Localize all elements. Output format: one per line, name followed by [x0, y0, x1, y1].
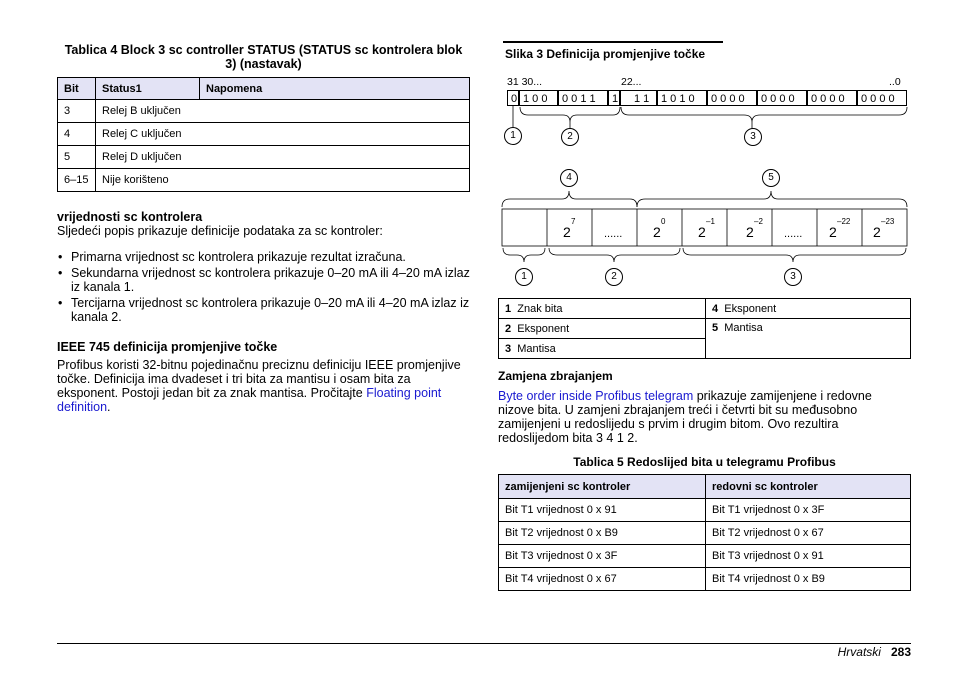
bit-cell-sign: 0 [507, 90, 519, 106]
power-ellipsis: ...... [784, 228, 803, 240]
table4-header-bit: Bit [58, 78, 96, 100]
table4-header-note: Napomena [200, 78, 470, 100]
table-row: 5 Relej D uključen [58, 146, 470, 169]
bit-label-left: 31 30... [507, 76, 543, 88]
ieee-text: Profibus koristi 32-bitnu pojedinačnu preciznu definiciju IEEE promjenjive točke. Definicija ima dvadeset i tri bita za mantisu i osam bita za eksponent. Postoji jedan bit za znak mantisa. Pročitajte Floating point definition. [57, 358, 461, 414]
figure3-legend: 1 Znak bita 4 Eksponent 2 Eksponent 5 Mantisa 3 Mantisa [498, 298, 911, 359]
bit-cell: 0 0 0 0 [707, 90, 757, 106]
footer [838, 645, 911, 659]
table4-caption: Tablica 4 Block 3 sc controller STATUS (STATUS sc kontrolera blok 3) (nastavak) [64, 43, 463, 71]
bit-label-right: ..0 [889, 76, 901, 88]
ieee-heading: IEEE 745 definicija promjenjive točke [57, 340, 278, 354]
power-exponent: –1 [706, 217, 715, 226]
table5 [498, 474, 911, 591]
power-exponent: –23 [881, 217, 895, 226]
footer-rule [57, 643, 911, 644]
bit-cell: 0 0 1 1 [558, 90, 608, 106]
values-heading: vrijednosti sc kontrolera [57, 210, 203, 224]
table-row: 6–15 Nije korišteno [58, 169, 470, 192]
swap-heading: Zamjena zbrajanjem [498, 369, 613, 383]
table-row: Bit T4 vrijednost 0 x 67 Bit T4 vrijednost 0 x B9 [499, 568, 911, 591]
callout-bottom-3: 3 [784, 268, 802, 286]
callout-top-2: 2 [561, 128, 579, 146]
page-number: 283 [890, 645, 911, 659]
table-row: 4 Relej C uključen [58, 123, 470, 146]
table4-header-status: Status1 [96, 78, 200, 100]
table5-header-regular: redovni sc kontroler [706, 475, 911, 499]
power-exponent: –22 [837, 217, 851, 226]
list-item: • Primarna vrijednost sc kontrolera prikazuje rezultat izračuna. [57, 250, 472, 264]
power-base: 2 [698, 224, 706, 240]
byte-order-link[interactable]: Byte order inside Profibus telegram [498, 389, 694, 403]
bit-cell: 0 0 0 0 [857, 90, 907, 106]
list-item: • Tercijarna vrijednost sc kontrolera prikazuje 0–20 mA ili 4–20 mA izlaz iz kanala 2. [57, 296, 472, 324]
power-exponent: –2 [754, 217, 763, 226]
bit-cell: 1 1 [620, 90, 657, 106]
bit-cell: 1 [608, 90, 620, 106]
table5-caption: Tablica 5 Redoslijed bita u telegramu Profibus [573, 455, 836, 469]
floating-point-link[interactable]: Floating point definition [57, 386, 442, 414]
bit-cell: 1 0 0 [519, 90, 558, 106]
power-base: 2 [653, 224, 661, 240]
list-item: • Sekundarna vrijednost sc kontrolera prikazuje 0–20 mA ili 4–20 mA izlaz iz kanala 1. [57, 266, 472, 294]
swap-text: Byte order inside Profibus telegram prikazuje zamijenjene i redovne nizove bita. U zamjeni zbrajanjem treći i četvrti bit su međusobno zamijenjeni u redoslijedu s prvim i drugim bitom. Ovo rezultira redoslijedom bita 3 4 1 2. [498, 389, 872, 445]
footer-language: Hrvatski [837, 645, 881, 659]
table-row: 3 Relej B uključen [58, 100, 470, 123]
values-intro: Sljedeći popis prikazuje definicije podataka za sc kontroler: [57, 224, 383, 238]
power-base: 2 [829, 224, 837, 240]
table-row: Bit T3 vrijednost 0 x 3F Bit T3 vrijednost 0 x 91 [499, 545, 911, 568]
power-ellipsis: ...... [604, 228, 623, 240]
power-base: 2 [873, 224, 881, 240]
callout-top-1: 1 [504, 127, 522, 145]
table-row: Bit T1 vrijednost 0 x 91 Bit T1 vrijednost 0 x 3F [499, 499, 911, 522]
power-exponent: 0 [661, 217, 666, 226]
callout-bottom-1: 1 [515, 268, 533, 286]
bit-label-middle: 22... [621, 76, 642, 88]
callout-mid-5: 5 [762, 169, 780, 187]
power-base: 2 [746, 224, 754, 240]
table5-header-swapped: zamijenjeni sc kontroler [499, 475, 706, 499]
callout-mid-4: 4 [560, 169, 578, 187]
table-row: Bit T2 vrijednost 0 x B9 Bit T2 vrijednost 0 x 67 [499, 522, 911, 545]
power-base: 2 [563, 224, 571, 240]
power-exponent: 7 [571, 217, 576, 226]
bit-cell: 1 0 1 0 [657, 90, 707, 106]
figure3-caption: Slika 3 Definicija promjenjive točke [505, 47, 706, 61]
bit-cell: 0 0 0 0 [807, 90, 857, 106]
callout-top-3: 3 [744, 128, 762, 146]
callout-bottom-2: 2 [605, 268, 623, 286]
bit-cell: 0 0 0 0 [757, 90, 807, 106]
